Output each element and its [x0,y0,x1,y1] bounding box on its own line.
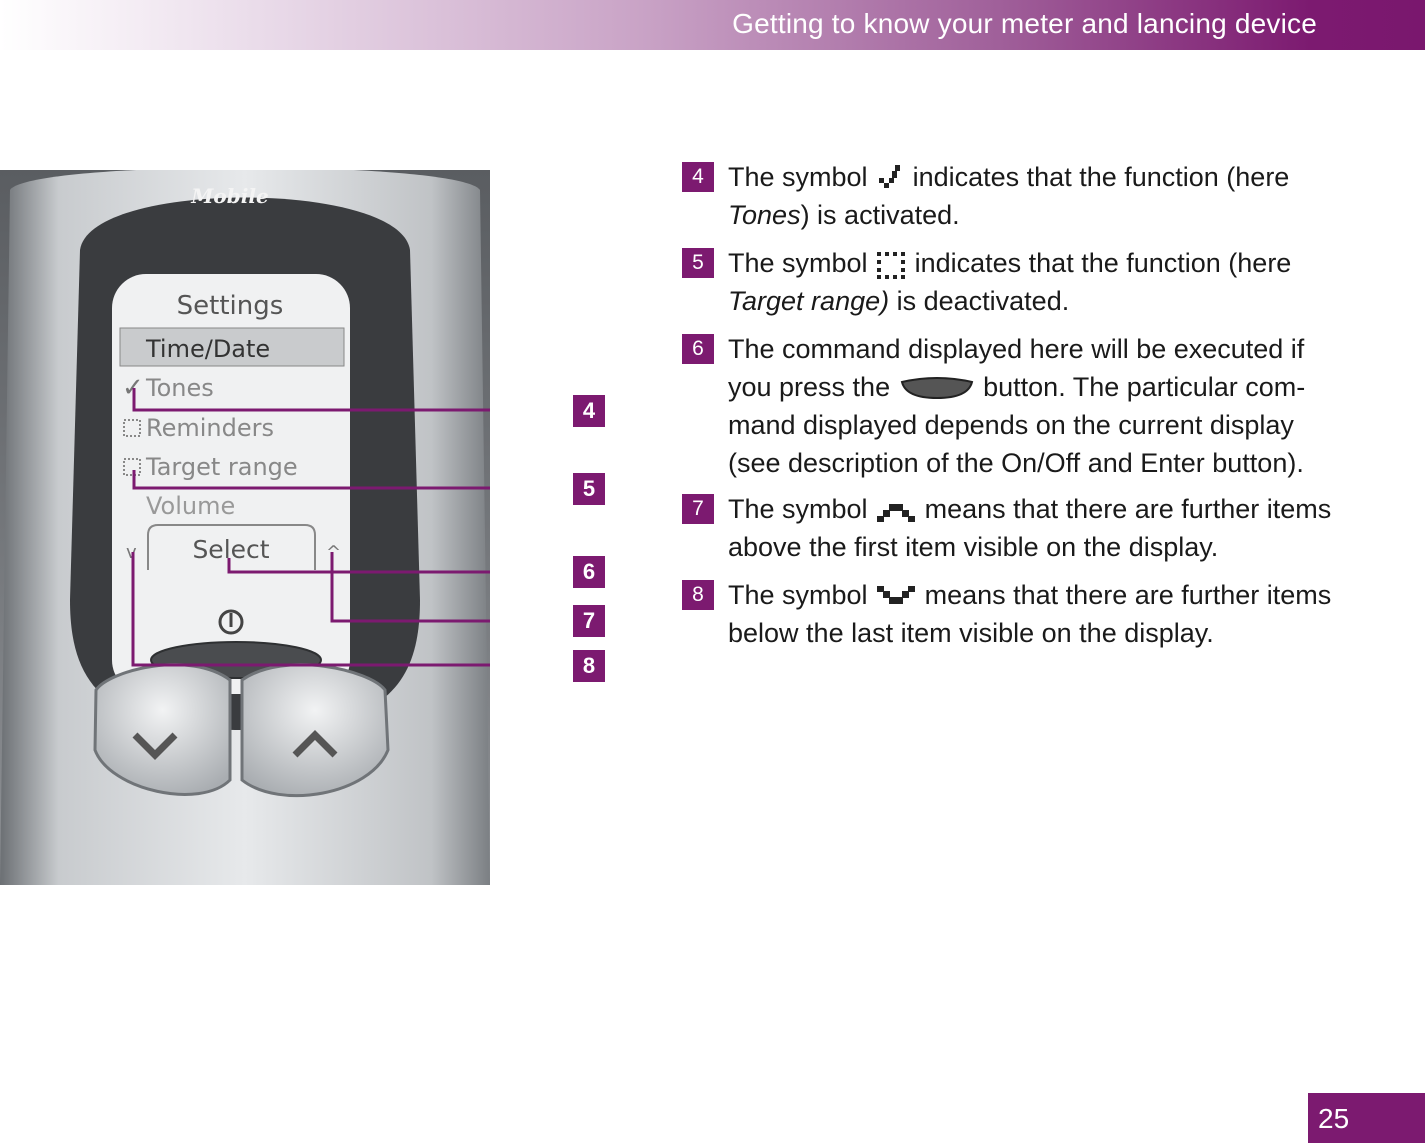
item-text: The symbol [728,494,868,524]
menu-item-time-date: Time/Date [146,335,271,363]
device-model: Mobile [191,184,269,208]
svg-text:v: v [126,542,137,563]
callout-6: 6 [573,556,605,588]
menu-item-volume: Volume [146,492,236,520]
item-text-emphasis: Tones [728,200,801,230]
item-text: ) is activated. [800,200,960,230]
item-number: 6 [682,334,714,364]
svg-text:✓: ✓ [122,373,144,403]
item-text: means that there are further items [924,580,1332,610]
meter-device-image [0,170,490,885]
callout-8: 8 [573,650,605,682]
item-number: 7 [682,494,714,524]
item-number: 4 [682,162,714,192]
callout-7: 7 [573,605,605,637]
screen-title: Settings [176,291,284,321]
item-text: you press the [728,372,891,402]
item-text: (see description of the On/Off and Enter button). [728,448,1304,478]
item-text: indicates that the function (here [914,248,1292,278]
item-text: mand displayed depends on the current display [728,410,1294,440]
softkey-label: Select [192,535,270,564]
page-header [0,0,1425,50]
description-item-6 [682,330,1342,482]
scroll-up-icon [875,498,917,524]
item-text: means that there are further items [924,494,1332,524]
item-number: 5 [682,248,714,278]
item-text: The symbol [728,580,868,610]
item-text: below the last item visible on the display. [728,618,1214,648]
description-item-8 [682,576,1342,652]
page-number: 25 [1318,1103,1350,1134]
item-text: The symbol [728,248,868,278]
item-text: above the first item visible on the display. [728,532,1219,562]
callout-5: 5 [573,473,605,505]
svg-text:^: ^ [326,542,342,563]
item-text: The command displayed here will be executed if [728,334,1305,364]
description-item-7 [682,490,1342,566]
item-text: button. The particular com- [983,372,1306,402]
callout-4: 4 [573,395,605,427]
item-text: The symbol [728,162,868,192]
scroll-down-icon [875,584,917,610]
item-number: 8 [682,580,714,610]
checkmark-icon [875,164,905,194]
chapter-title: Getting to know your meter and lancing device [732,8,1317,39]
description-item-5 [682,244,1342,320]
page-number-box [1308,1093,1425,1143]
dotted-box-icon [875,250,907,280]
menu-item-tones: Tones [146,374,214,402]
item-text: indicates that the function (here [912,162,1290,192]
menu-item-reminders: Reminders [146,414,274,442]
item-text: is deactivated. [889,286,1070,316]
item-text-emphasis: Target range) [728,286,890,316]
menu-item-target-range: Target range [146,453,298,481]
enter-button-icon [898,376,976,402]
description-item-4 [682,158,1342,234]
